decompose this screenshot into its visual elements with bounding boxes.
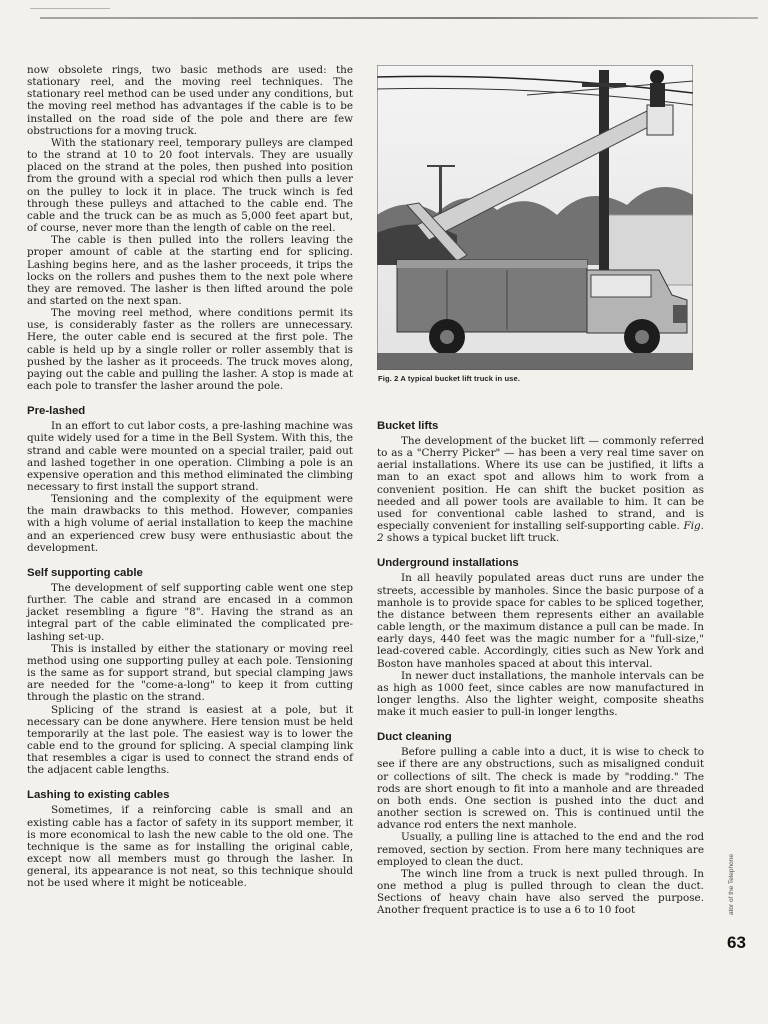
side-credit: ator of the Telephone bbox=[728, 854, 735, 915]
paragraph: now obsolete rings, two basic methods are used: the stationary reel, and the moving reel techniques. The stationary reel method can be used under any conditions, but the moving reel method has advantages if the cable is to be installed on the road side of the pole and there are few obstructions for a moving truck. bbox=[27, 64, 353, 137]
paragraph: Splicing of the strand is easiest at a pole, but it necessary can be done anywhere. Here tension must be held temporarily at the last pole. The easiest way is to lower the cable end to the ground for splicing. A special clamping link that resembles a cigar is used to connect the strand ends of the adjacent cable lengths. bbox=[27, 703, 353, 777]
section-heading-pre-lashed: Pre-lashed bbox=[27, 405, 86, 418]
scan-mark bbox=[30, 8, 110, 9]
paragraph: Before pulling a cable into a duct, it is wise to check to see if there are any obstructions, such as misaligned conduit or collections of silt. The check is made by "rodding." The rods are short enough to fit into a manhole and are threaded on both ends. One section is pushed into the duct and another section is screwed on. This is continued until the advance rod enters the next manhole. bbox=[377, 746, 704, 832]
paragraph: The development of self supporting cable went one step further. The cable and strand are encased in a common jacket resembling a figure "8". Having the strand as an integral part of the cable eliminated the complicated pre-lashing set-up. bbox=[27, 581, 353, 643]
paragraph: Sometimes, if a reinforcing cable is small and an existing cable has a factor of safety in its support member, it is more economical to lash the new cable to the old one. The technique is the same as for installing the original cable, except now all members must go through the lasher. In general, its appearance is not neat, so this technique should not be used where it might be noticeable. bbox=[27, 804, 353, 890]
page-number: 63 bbox=[727, 933, 746, 952]
paragraph: With the stationary reel, temporary pulleys are clamped to the strand at 10 to 20 foot intervals. They are usually placed on the strand at the poles, then pushed into position from the ground with a special rod which then pulls a lever on the pulley to lock it in place. The truck winch is fed through these pulleys and attached to the cable end. The cable and the truck can be as much as 5,000 feet apart but, of course, never more than the length of cable on the reel. bbox=[27, 136, 353, 235]
bucket-truck-photo bbox=[377, 65, 693, 370]
section-heading-self-supporting-cable: Self supporting cable bbox=[27, 566, 143, 579]
paragraph: The cable is then pulled into the rollers leaving the proper amount of cable at the starting end for splicing. Lashing begins here, and as the lasher proceeds, it trips the locks on the rollers and pushes them to the next pole where they are removed. The lasher is then lifted around the pole and started on the next span. bbox=[27, 234, 353, 307]
paragraph: The moving reel method, where conditions permit its use, is considerably faster as the rollers are unnecessary. Here, the outer cable end is secured at the first pole. The cable is held up by a single roller or roller assembly that is pushed by the lasher as it proceeds. The truck moves along, paying out the cable and pulling the lasher. A stop is made at each pole to transfer the lasher around the pole. bbox=[27, 307, 353, 393]
right-column bbox=[377, 418, 704, 916]
section-heading-bucket-lifts: Bucket lifts bbox=[377, 420, 439, 432]
paragraph-text: shows a typical bucket lift truck. bbox=[383, 532, 560, 545]
paragraph bbox=[377, 435, 704, 544]
paragraph: In an effort to cut labor costs, a pre-lashing machine was quite widely used for a time in the Bell System. With this, the strand and cable were mounted on a special trailer, paid out and lashed together in one operation. Climbing a pole is an expensive operation and this method eliminated the climbing necessary to first install the support strand. bbox=[27, 420, 353, 493]
figure-caption: Fig. 2 A typical bucket lift truck in use. bbox=[378, 374, 521, 383]
paragraph: In all heavily populated areas duct runs are under the streets, accessible by manholes. Since the basic purpose of a manhole is to provide space for cables to be spliced together, the distance between them represents either an available cable length, or the maximum distance a pull can be made. In early days, 440 feet was the magic number for a "full-size," lead-covered cable. Accordingly, cities such as New York and Boston have manholes spaced at about this interval. bbox=[377, 572, 704, 670]
paragraph-text: The development of the bucket lift — commonly referred to as a "Cherry Picker" — has been a very real time saver on aerial installations. Where its use can be justified, it lifts a man to an exact spot and allows him to work from a convenient position. He can shift the bucket position as needed and all power tools are available to him. It can be used for conventional cable lashed to strand, and is especially convenient for installing self-supporting cable. bbox=[377, 435, 704, 533]
paragraph: The winch line from a truck is next pulled through. In one method a plug is pulled through to clean the duct. Sections of heavy chain have also served the purpose. Another frequent practice is to use a 6 to 10 foot bbox=[377, 867, 704, 917]
section-heading-lashing-existing: Lashing to existing cables bbox=[27, 789, 170, 802]
header-rule bbox=[40, 17, 758, 19]
section-heading-underground-installations: Underground installations bbox=[377, 557, 519, 570]
bucket-truck-illustration bbox=[377, 65, 693, 370]
figure-reference: Fig. 2 bbox=[377, 520, 704, 545]
section-heading-duct-cleaning: Duct cleaning bbox=[377, 731, 452, 744]
paragraph: Usually, a pulling line is attached to the end and the rod removed, section by section. From here many techniques are employed to clean the duct. bbox=[377, 831, 704, 868]
paragraph: In newer duct installations, the manhole intervals can be as high as 1000 feet, since cables are now manufactured in longer lengths. Also the lighter weight, composite sheaths make it much easier to pull-in longer lengths. bbox=[377, 669, 704, 719]
left-column bbox=[27, 64, 353, 890]
paragraph: This is installed by either the stationary or moving reel method using one supporting pulley at each pole. Tensioning is the same as for support strand, but special clamping jaws are needed for the "come-a-long" to keep it from cutting through the plastic on the strand. bbox=[27, 642, 353, 704]
paragraph: Tensioning and the complexity of the equipment were the main drawbacks to this method. However, companies with a high volume of aerial installation to keep the machine and an experienced crew busy were enthusiastic about the development. bbox=[27, 493, 353, 554]
